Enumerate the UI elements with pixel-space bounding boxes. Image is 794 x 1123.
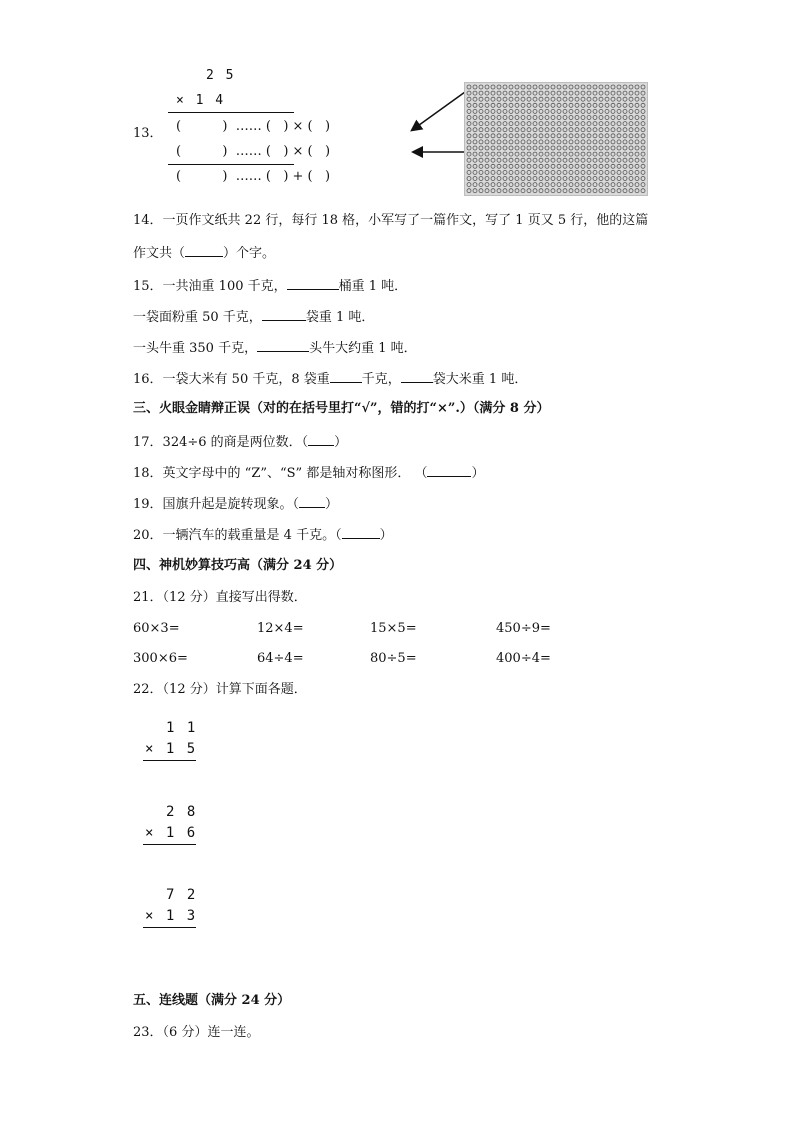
q14-line1: 14．一页作文纸共 22 行，每行 18 格，小军写了一篇作文，写了 1 页又 5 行，他的这篇 (133, 213, 649, 228)
q20-answer-blank[interactable] (342, 525, 380, 539)
q22-p3-top: 7 2 (166, 887, 198, 903)
grid-dots (465, 83, 648, 196)
q16 (133, 369, 527, 389)
q22-p1-bottom: × 1 5 (145, 741, 198, 757)
q15-blank-3[interactable] (257, 338, 309, 352)
arrow-to-row1 (415, 92, 465, 128)
q22-title: 22．（12 分）计算下面各题． (133, 682, 307, 697)
q13-rule-bottom (168, 164, 294, 165)
q21-r2c2: 64÷4= (257, 651, 304, 666)
q20-close: ） (379, 528, 393, 543)
q19-close: ） (325, 497, 339, 512)
q18-close: ） (471, 466, 485, 481)
q16-text-b: 千克， (361, 372, 401, 387)
q13-row3: ( ) …… ( ) + ( ) (176, 169, 331, 184)
section5-heading: 五、连线题（满分 24 分） (133, 993, 291, 1008)
q14-answer-blank[interactable] (185, 243, 223, 257)
q21-r1c4: 450÷9= (496, 621, 551, 636)
section3-heading: 三、火眼金睛辩正误（对的在括号里打“√”，错的打“×”.）（满分 8 分） (133, 401, 550, 416)
q21-r1c3: 15×5= (370, 621, 417, 636)
q17-close: ） (334, 435, 348, 450)
q21-r1c1: 60×3= (133, 621, 180, 636)
q22-p3-bottom: × 1 3 (145, 908, 198, 924)
q13-row2: ( ) …… ( ) × ( ) (176, 144, 331, 159)
q22-p3-rule (143, 927, 196, 928)
q16-blank-1[interactable] (330, 369, 362, 383)
q17-answer-blank[interactable] (308, 432, 334, 446)
q13-row1: ( ) …… ( ) × ( ) (176, 119, 331, 134)
q15-line3 (133, 338, 417, 358)
q20 (133, 525, 393, 545)
section4-heading: 四、神机妙算技巧高（满分 24 分） (133, 558, 343, 573)
q22-p2-rule (143, 844, 196, 845)
q22-p2-bottom: × 1 6 (145, 825, 198, 841)
q18-text: 18．英文字母中的 “Z”、“S” 都是轴对称图形． （ (133, 466, 428, 481)
q13-rule-top (168, 112, 294, 113)
q14-line2-b: ）个字。 (223, 246, 276, 261)
q17 (133, 432, 347, 452)
q16-text-a: 16．一袋大米有 50 千克，8 袋重 (133, 372, 330, 387)
q15-blank-1[interactable] (287, 276, 339, 290)
q16-blank-2[interactable] (401, 369, 433, 383)
q13-number: 13． (133, 126, 163, 141)
q20-text: 20．一辆汽车的载重量是 4 千克。（ (133, 528, 342, 543)
q16-text-c: 袋大米重 1 吨． (432, 372, 528, 387)
q17-text: 17．324÷6 的商是两位数．（ (133, 435, 309, 450)
q18-answer-blank[interactable] (427, 463, 471, 477)
q23-title: 23．（6 分）连一连。 (133, 1025, 260, 1040)
q21-r2c4: 400÷4= (496, 651, 551, 666)
q15-line1-text: 15．一共油重 100 千克， (133, 279, 287, 294)
q15-line2-end: 袋重 1 吨． (305, 310, 375, 325)
q13-arrows (405, 86, 469, 166)
q18 (133, 463, 484, 483)
q21-r1c2: 12×4= (257, 621, 304, 636)
q21-r2c1: 300×6= (133, 651, 188, 666)
grid-paper-image (464, 82, 648, 196)
q19-text: 19．国旗升起是旋转现象。（ (133, 497, 300, 512)
q21-title: 21．（12 分）直接写出得数． (133, 590, 307, 605)
q13-multiplier: × 1 4 (176, 93, 226, 108)
q22-p2-top: 2 8 (166, 804, 198, 820)
q21-r2c3: 80÷5= (370, 651, 417, 666)
q15-line3-text: 一头牛重 350 千克， (133, 341, 258, 356)
q22-p1-top: 1 1 (166, 720, 198, 736)
q15-line2-text: 一袋面粉重 50 千克， (133, 310, 262, 325)
q15-blank-2[interactable] (262, 307, 306, 321)
q14-line2 (133, 243, 275, 263)
q15-line1 (133, 276, 407, 296)
q13-multiplicand: 2 5 (206, 68, 236, 83)
q15-line2 (133, 307, 374, 327)
q14-line2-a: 作文共（ (133, 246, 186, 261)
q15-line1-end: 桶重 1 吨． (338, 279, 408, 294)
q19 (133, 494, 338, 514)
q15-line3-end: 头牛大约重 1 吨． (309, 341, 417, 356)
q19-answer-blank[interactable] (299, 494, 325, 508)
q22-p1-rule (143, 760, 196, 761)
